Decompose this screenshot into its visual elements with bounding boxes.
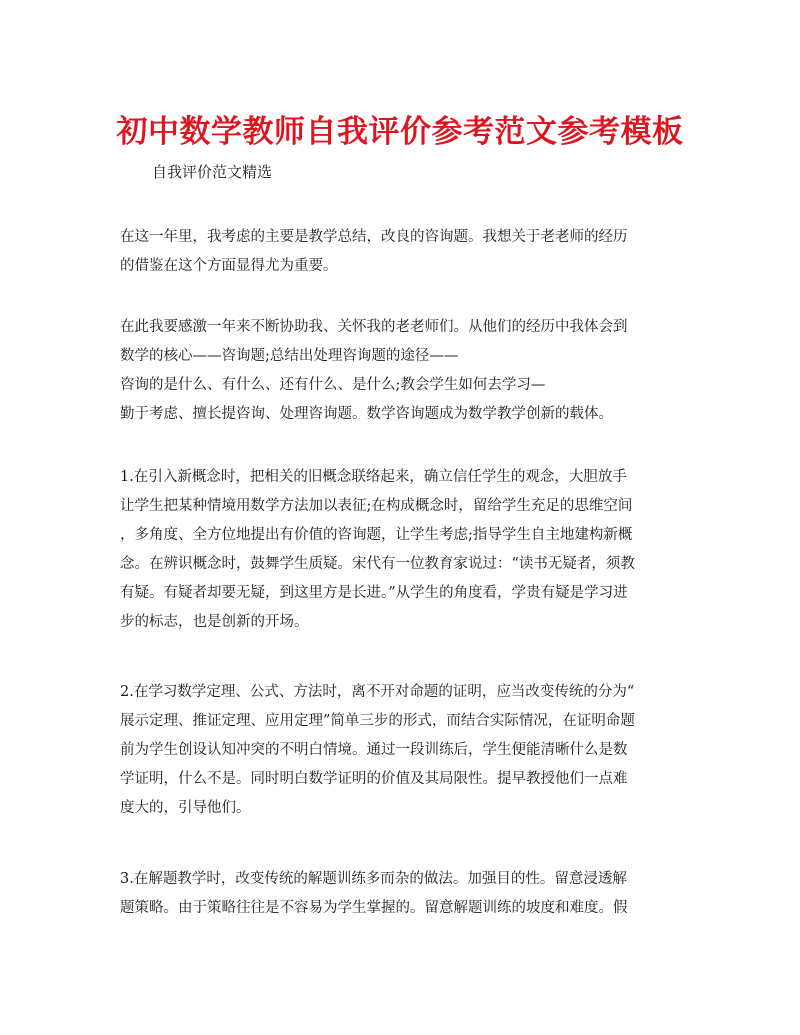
paragraph-line: 在这一年里，我考虑的主要是教学总结，改良的咨询题。我想关于老老师的经历 xyxy=(120,229,628,245)
paragraph-line: 咨询的是什么、有什么、还有什么、是什么;教会学生如何去学习— xyxy=(120,377,546,393)
document-title: 初中数学教师自我评价参考范文参考模板 xyxy=(116,114,684,150)
paragraph-line: 学证明，什么不是。同时明白数学证明的价值及其局限性。提早教授他们一点难 xyxy=(120,771,628,787)
paragraph-line: 的借鉴在这个方面显得尤为重要。 xyxy=(120,258,338,274)
document-subtitle: 自我评价范文精选 xyxy=(152,163,273,181)
paragraph-line: 勤于考虑、擅长提咨询、处理咨询题。数学咨询题成为数学教学创新的载体。 xyxy=(120,406,613,422)
paragraph-1 xyxy=(120,223,680,281)
paragraph-line: 让学生把某种情境用数学方法加以表征;在构成概念时，留给学生充足的思维空间 xyxy=(120,498,633,514)
paragraph-line: 题策略。由于策略往往是不容易为学生掌握的。留意解题训练的坡度和难度。假 xyxy=(120,900,628,916)
paragraph-line: 度大的，引导他们。 xyxy=(120,800,251,816)
paragraph-line: 展示定理、推证定理、应用定理”简单三步的形式，而结合实际情况，在证明命题 xyxy=(120,713,635,729)
paragraph-line: ，多角度、全方位地提出有价值的咨询题，让学生考虑;指导学生自主地建构新概 xyxy=(120,527,633,543)
paragraph-line: 步的标志，也是创新的开场。 xyxy=(120,614,309,630)
paragraph-line: 3.在解题教学时，改变传统的解题训练多而杂的做法。加强目的性。留意浸透解 xyxy=(120,871,627,887)
paragraph-3 xyxy=(120,463,680,637)
paragraph-line: 念。在辨识概念时，鼓舞学生质疑。宋代有一位教育家说过：“读书无疑者，须教 xyxy=(120,556,635,572)
paragraph-4 xyxy=(120,678,680,823)
paragraph-line: 有疑。有疑者却要无疑，到这里方是长进。”从学生的角度看，学贵有疑是学习进 xyxy=(120,585,628,601)
paragraph-5 xyxy=(120,865,680,923)
paragraph-line: 在此我要感激一年来不断协助我、关怀我的老老师们。从他们的经历中我体会到 xyxy=(120,319,628,335)
paragraph-line: 2.在学习数学定理、公式、方法时，离不开对命题的证明，应当改变传统的分为“ xyxy=(120,684,635,700)
paragraph-line: 数学的核心——咨询题;总结出处理咨询题的途径—— xyxy=(120,348,459,364)
paragraph-line: 前为学生创设认知冲突的不明白情境。通过一段训练后，学生便能清晰什么是数 xyxy=(120,742,628,758)
paragraph-line: 1.在引入新概念时，把相关的旧概念联络起来，确立信任学生的观念，大胆放手 xyxy=(120,469,627,485)
paragraph-2 xyxy=(120,313,680,429)
